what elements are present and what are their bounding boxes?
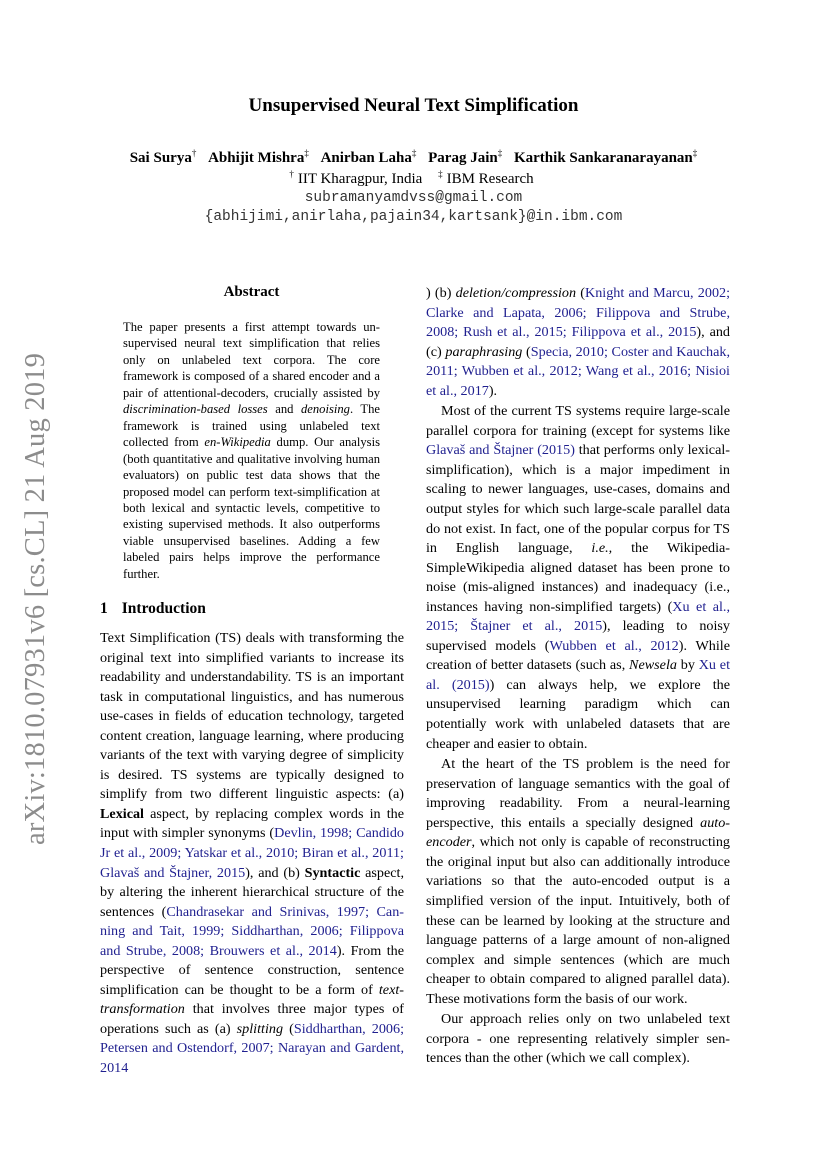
section-heading: 1 Introduction	[100, 600, 206, 617]
affiliation: † IIT Kharagpur, India	[289, 169, 423, 187]
paragraph: Our approach relies only on two unlabeled text corpora - one representing relatively simpler sentences than the other (which we call complex).	[426, 1011, 730, 1067]
citation-link[interactable]: Wubben et al., 2012	[549, 637, 679, 654]
email: subramanyamdvss@gmail.com	[304, 190, 523, 206]
paper-title: Unsupervised Neural Text Simplification	[248, 95, 579, 116]
citation-link[interactable]: Siddharthan, 2006; Petersen and Ostendorf, 2007; Narayan and Gardent, 2014	[100, 1020, 404, 1077]
citation-link[interactable]: Chandrasekar and Srinivas, 1997; Canning and Tait, 1999; Siddharthan, 2006; Filippova and Strube, 2008; Brouwers et al., 2014	[100, 903, 404, 959]
citation-link[interactable]: Specia, 2010; Coster and Kauchak, 2011; Wubben et al., 2012; Wang et al., 2016; Nisioi et al., 2017	[426, 343, 731, 399]
abstract-body: The paper presents a first attempt towards unsupervised neural text simplification that relies only on unlabeled text corpora. The core framework is composed of a shared encoder and a pair of attentional-decoders, crucially assisted by discrimination-based losses and denoising. The framework is trained using unlabeled text collected from en-Wikipedia dump. Our analysis (both quantitative and qualitative involving human evaluators) on public test data shows that the proposed model can perform text-simplification at both lexical and syntactic levels, competitive to existing supervised methods. It also outperforms viable unsupervised baselines. Adding a few labeled pairs helps improve the performance further.	[123, 320, 381, 581]
paragraph: ) (b) deletion/compression (Knight and Marcu, 2002; Clarke and Lapata, 2006; Filippova and Strube, 2008; Rush et al., 2015; Filippova et al., 2015), and (c) paraphrasing (Specia, 2010; Coster and Kauchak, 2011; Wubben et al., 2012; Wang et al., 2016; Nisioi et al., 2017).	[426, 285, 731, 399]
author-list	[0, 148, 827, 167]
citation-link[interactable]: Xu et al. (2015)	[426, 657, 730, 693]
affiliations	[0, 169, 827, 188]
left-column	[100, 629, 404, 1079]
paragraph: Text Simplification (TS) deals with transforming the original text into simplified variants to increase its readability and understandability. TS is an important task in computational linguistics, and has numerous use-cases in fields of education technology, targeted content creation, language learning, where producing variants of the text with varying degree of simplicity is desired. TS systems are typically designed to simplify from two different linguistic aspects: (a) Lexical aspect, by replacing complex words in the input with simpler synonyms (Devlin, 1998; Candido Jr et al., 2009; Yatskar et al., 2010; Biran et al., 2011; Glavaš and Štajner, 2015), and (b) Syntactic aspect, by altering the inherent hierarchical structure of the sentences (Chandrasekar and Srinivas, 1997; Canning and Tait, 1999; Siddharthan, 2006; Filippova and Strube, 2008; Brouwers et al., 2014). From the perspective of sentence construction, sentence simplification can be thought to be a form of text-transformation that involves three major types of operations such as (a) splitting (Siddharthan, 2006; Petersen and Ostendorf, 2007; Narayan and Gardent, 2014	[100, 630, 404, 1077]
citation-link[interactable]: Knight and Marcu, 2002; Clarke and Lapata, 2006; Filippova and Strube, 2008; Rush et al., 2015; Filippova et al., 2015	[426, 285, 731, 341]
author: Parag Jain‡	[428, 148, 503, 166]
author: Anirban Laha‡	[320, 148, 417, 166]
arxiv-identifier: arXiv:1810.07931v6 [cs.CL] 21 Aug 2019	[20, 352, 51, 845]
author: Sai Surya†	[129, 148, 197, 166]
paragraph: Most of the current TS systems require large-scale parallel corpora for training (except for systems like Glavaš and Štajner (2015) that performs only lexical-simplification), which is a major impediment in scaling to newer languages, use-cases, domains and output styles for which such large-scale parallel data do not exist. In fact, one of the popular corpus for TS in English language, i.e., the Wikipedia-SimpleWikipedia aligned dataset has been prone to noise (mis-aligned instances) and inadequacy (i.e., instances having non-simplified targets) (Xu et al., 2015; Štajner et al., 2015), leading to noisy supervised models (Wubben et al., 2012). While creation of better datasets (such as, Newsela by Xu et al. (2015)) can always help, we explore the unsupervised learning paradigm which can potentially work with unlabeled datasets that are cheaper and easier to obtain.	[426, 403, 731, 752]
email: {abhijimi,anirlaha,pajain34,kartsank}@in.ibm.com	[204, 209, 623, 225]
author: Abhijit Mishra‡	[208, 148, 309, 166]
right-column	[426, 284, 730, 1069]
paragraph: At the heart of the TS problem is the need for preservation of language semantics with the goal of improving readability. From a neural-learning perspective, this entails a specially designed auto-encoder, which not only is capable of reconstructing the original input but also can additionally introduce variations so that the auto-encoded output is a simplified version of the input. Intuitively, both of these can be learned by looking at the structure and language patterns of a large amount of non-aligned complex and simple sentences (which are much cheaper to obtain compared to aligned parallel data). These motivations form the basis of our work.	[426, 756, 730, 1007]
citation-link[interactable]: Devlin, 1998; Candido Jr et al., 2009; Yatskar et al., 2010; Biran et al., 2011; Glavaš and Štajner, 2015	[100, 825, 404, 881]
abstract-heading: Abstract	[223, 284, 280, 300]
affiliation: ‡ IBM Research	[438, 169, 534, 187]
citation-link[interactable]: Xu et al., 2015; Štajner et al., 2015	[426, 598, 730, 635]
citation-link[interactable]: Glavaš and Štajner (2015)	[426, 442, 575, 459]
author: Karthik Sankaranarayanan‡	[513, 148, 698, 166]
